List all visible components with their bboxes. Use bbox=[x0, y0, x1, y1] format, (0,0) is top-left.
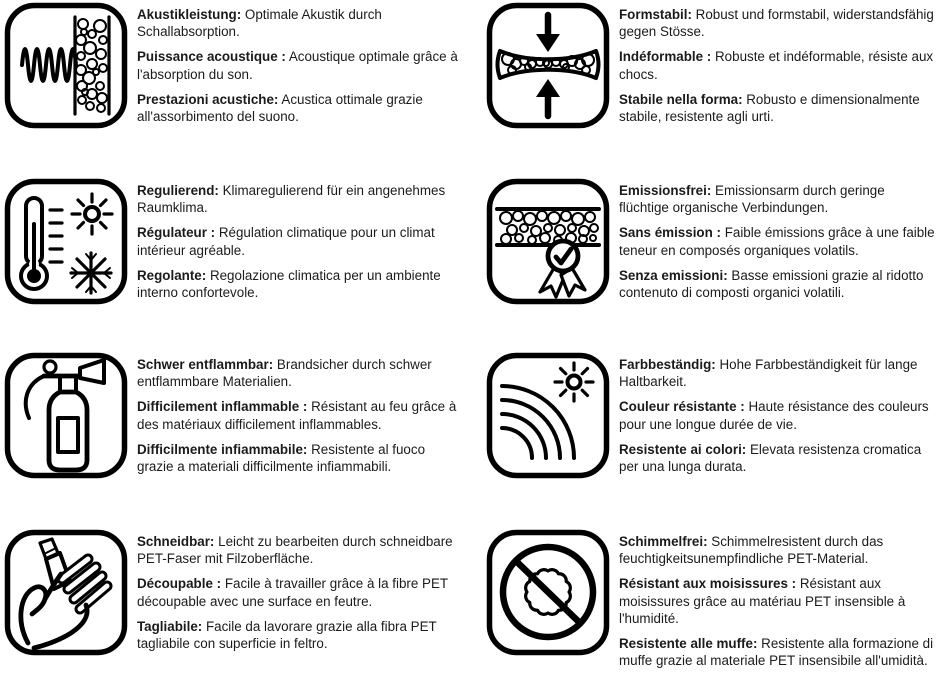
feature-paragraph-de bbox=[619, 533, 936, 567]
feature-paragraph-de bbox=[619, 182, 936, 216]
feature-body-it: Regolazione climatica per un ambiente interno confortevole. bbox=[137, 267, 441, 301]
feature-body-it: Elevata resistenza cromatica per una lunga durata. bbox=[619, 441, 922, 475]
feature-body-de: Brandsicher durch schwer entflammbare Materialien. bbox=[137, 357, 432, 390]
feature-label-fr: Puissance acoustique : bbox=[137, 49, 286, 65]
feature-label-it: Resistente alle muffe: bbox=[619, 636, 758, 652]
no-mold-icon bbox=[486, 529, 610, 656]
feature-body-fr: Facile à travailler grâce à la fibre PET découpable avec une surface en feutre. bbox=[137, 576, 448, 609]
feature-label-de: Formstabil: bbox=[619, 7, 692, 22]
feature-paragraph-de bbox=[619, 6, 936, 40]
feature-paragraph-it bbox=[137, 441, 459, 475]
feature-paragraph-it bbox=[619, 267, 936, 301]
feature-card-shape-stability bbox=[468, 0, 936, 176]
color-fastness-icon-graphic bbox=[486, 352, 610, 479]
feature-card-cuttable bbox=[0, 527, 468, 680]
feature-body-de: Optimale Akustik durch Schallabsorption. bbox=[137, 7, 382, 40]
feature-card-flame-resistance bbox=[0, 350, 468, 527]
feature-body-fr: Haute résistance des couleurs pour une longue durée de vie. bbox=[619, 399, 929, 432]
fire-extinguisher-icon-graphic bbox=[4, 352, 128, 479]
feature-paragraph-fr bbox=[619, 224, 936, 258]
feature-body-it: Resistente al fuoco grazie a materiali difficilmente infiammabili. bbox=[137, 441, 426, 475]
low-emission-badge-icon-graphic bbox=[486, 178, 610, 305]
feature-texts bbox=[137, 352, 459, 483]
feature-body-de: Leicht zu bearbeiten durch schneidbare PET-Faser mit Filzoberfläche. bbox=[137, 534, 453, 567]
feature-paragraph-de bbox=[137, 6, 459, 40]
feature-body-it: Facile da lavorare grazie alla fibra PET tagliabile con superficie in feltro. bbox=[137, 618, 437, 652]
feature-label-de: Schneidbar: bbox=[137, 534, 215, 549]
feature-body-fr: Résistant aux moisissures grâce au matériau PET insensible à l'humidité. bbox=[619, 576, 906, 626]
feature-body-de: Hohe Farbbeständigkeit für lange Haltbarkeit. bbox=[619, 357, 918, 390]
feature-paragraph-de bbox=[137, 533, 459, 567]
fire-extinguisher-icon bbox=[4, 352, 128, 479]
feature-paragraph-it bbox=[619, 441, 936, 475]
feature-label-it: Stabile nella forma: bbox=[619, 91, 743, 107]
feature-texts bbox=[619, 352, 936, 483]
feature-label-fr: Difficilement inflammable : bbox=[137, 399, 308, 415]
feature-body-fr: Régulation climatique pour un climat intérieur agréable. bbox=[137, 225, 435, 258]
feature-paragraph-fr bbox=[619, 575, 936, 627]
climate-regulation-icon bbox=[4, 178, 128, 305]
hand-cutter-icon-graphic bbox=[4, 529, 128, 656]
feature-paragraph-it bbox=[619, 635, 936, 669]
feature-label-fr: Couleur résistante : bbox=[619, 399, 745, 415]
feature-card-acoustics bbox=[0, 0, 468, 176]
feature-body-it: Robusto e dimensionalmente stabile, resistente agli urti. bbox=[619, 91, 920, 125]
feature-body-de: Klimaregulierend für ein angenehmes Raumklima. bbox=[137, 183, 446, 216]
feature-card-color-fastness bbox=[468, 350, 936, 527]
feature-label-fr: Résistant aux moisissures : bbox=[619, 576, 797, 592]
feature-texts bbox=[619, 529, 936, 677]
feature-texts bbox=[137, 178, 459, 309]
sound-absorption-icon bbox=[4, 2, 128, 129]
feature-paragraph-fr bbox=[619, 398, 936, 432]
feature-label-de: Schimmelfrei: bbox=[619, 534, 708, 549]
feature-texts bbox=[137, 529, 459, 660]
feature-label-it: Regolante: bbox=[137, 267, 207, 283]
feature-label-de: Schwer entflammbar: bbox=[137, 357, 274, 372]
feature-paragraph-fr bbox=[137, 224, 459, 258]
feature-paragraph-fr bbox=[619, 48, 936, 82]
feature-paragraph-it bbox=[619, 91, 936, 125]
feature-label-de: Farbbeständig: bbox=[619, 357, 716, 372]
feature-paragraph-fr bbox=[137, 398, 459, 432]
color-fastness-icon bbox=[486, 352, 610, 479]
compression-resistance-icon bbox=[486, 2, 610, 129]
feature-texts bbox=[619, 2, 936, 133]
feature-body-it: Resistente alla formazione di muffe grazie al materiale PET insensibile all'umidità. bbox=[619, 636, 934, 669]
compression-resistance-icon-graphic bbox=[486, 2, 610, 129]
feature-card-climate bbox=[0, 176, 468, 350]
feature-paragraph-it bbox=[137, 618, 459, 652]
feature-label-fr: Indéformable : bbox=[619, 49, 712, 65]
feature-paragraph-de bbox=[137, 356, 459, 390]
feature-label-fr: Régulateur : bbox=[137, 225, 216, 241]
feature-paragraph-it bbox=[137, 91, 459, 125]
feature-body-de: Robust und formstabil, widerstandsfähig gegen Stösse. bbox=[619, 7, 934, 40]
feature-label-fr: Sans émission : bbox=[619, 225, 721, 241]
feature-label-it: Resistente ai colori: bbox=[619, 441, 747, 457]
feature-label-de: Akustikleistung: bbox=[137, 7, 242, 22]
feature-body-fr: Robuste et indéformable, résiste aux chocs. bbox=[619, 49, 934, 82]
feature-body-fr: Résistant au feu grâce à des matériaux difficilement inflammables. bbox=[137, 399, 457, 432]
feature-body-it: Basse emissioni grazie al ridotto contenuto di composti organici volatili. bbox=[619, 267, 924, 301]
feature-paragraph-fr bbox=[137, 575, 459, 609]
feature-label-it: Senza emissioni: bbox=[619, 267, 728, 283]
feature-paragraph-fr bbox=[137, 48, 459, 82]
climate-regulation-icon-graphic bbox=[4, 178, 128, 305]
feature-texts bbox=[619, 178, 936, 309]
feature-body-de: Emissionsarm durch geringe flüchtige organische Verbindungen. bbox=[619, 183, 885, 216]
feature-label-de: Emissionsfrei: bbox=[619, 183, 712, 198]
feature-body-it: Acustica ottimale grazie all'assorbimento del suono. bbox=[137, 91, 423, 125]
feature-texts bbox=[137, 2, 459, 133]
feature-label-fr: Découpable : bbox=[137, 576, 222, 592]
sound-absorption-icon-graphic bbox=[4, 2, 128, 129]
feature-body-fr: Faible émissions grâce à une faible teneur en composés organiques volatils. bbox=[619, 225, 935, 258]
feature-label-it: Difficilmente infiammabile: bbox=[137, 441, 308, 457]
feature-label-de: Regulierend: bbox=[137, 183, 219, 198]
feature-card-mold-resistance bbox=[468, 527, 936, 680]
feature-paragraph-de bbox=[619, 356, 936, 390]
feature-label-it: Prestazioni acustiche: bbox=[137, 91, 279, 107]
feature-paragraph-it bbox=[137, 267, 459, 301]
feature-label-it: Tagliabile: bbox=[137, 618, 203, 634]
low-emission-badge-icon bbox=[486, 178, 610, 305]
feature-card-emissions bbox=[468, 176, 936, 350]
hand-cutter-icon bbox=[4, 529, 128, 656]
no-mold-icon-graphic bbox=[486, 529, 610, 656]
feature-body-de: Schimmelresistent durch das feuchtigkeitsunempfindliche PET-Material. bbox=[619, 534, 884, 567]
feature-paragraph-de bbox=[137, 182, 459, 216]
feature-body-fr: Acoustique optimale grâce à l'absorption du son. bbox=[137, 49, 458, 82]
